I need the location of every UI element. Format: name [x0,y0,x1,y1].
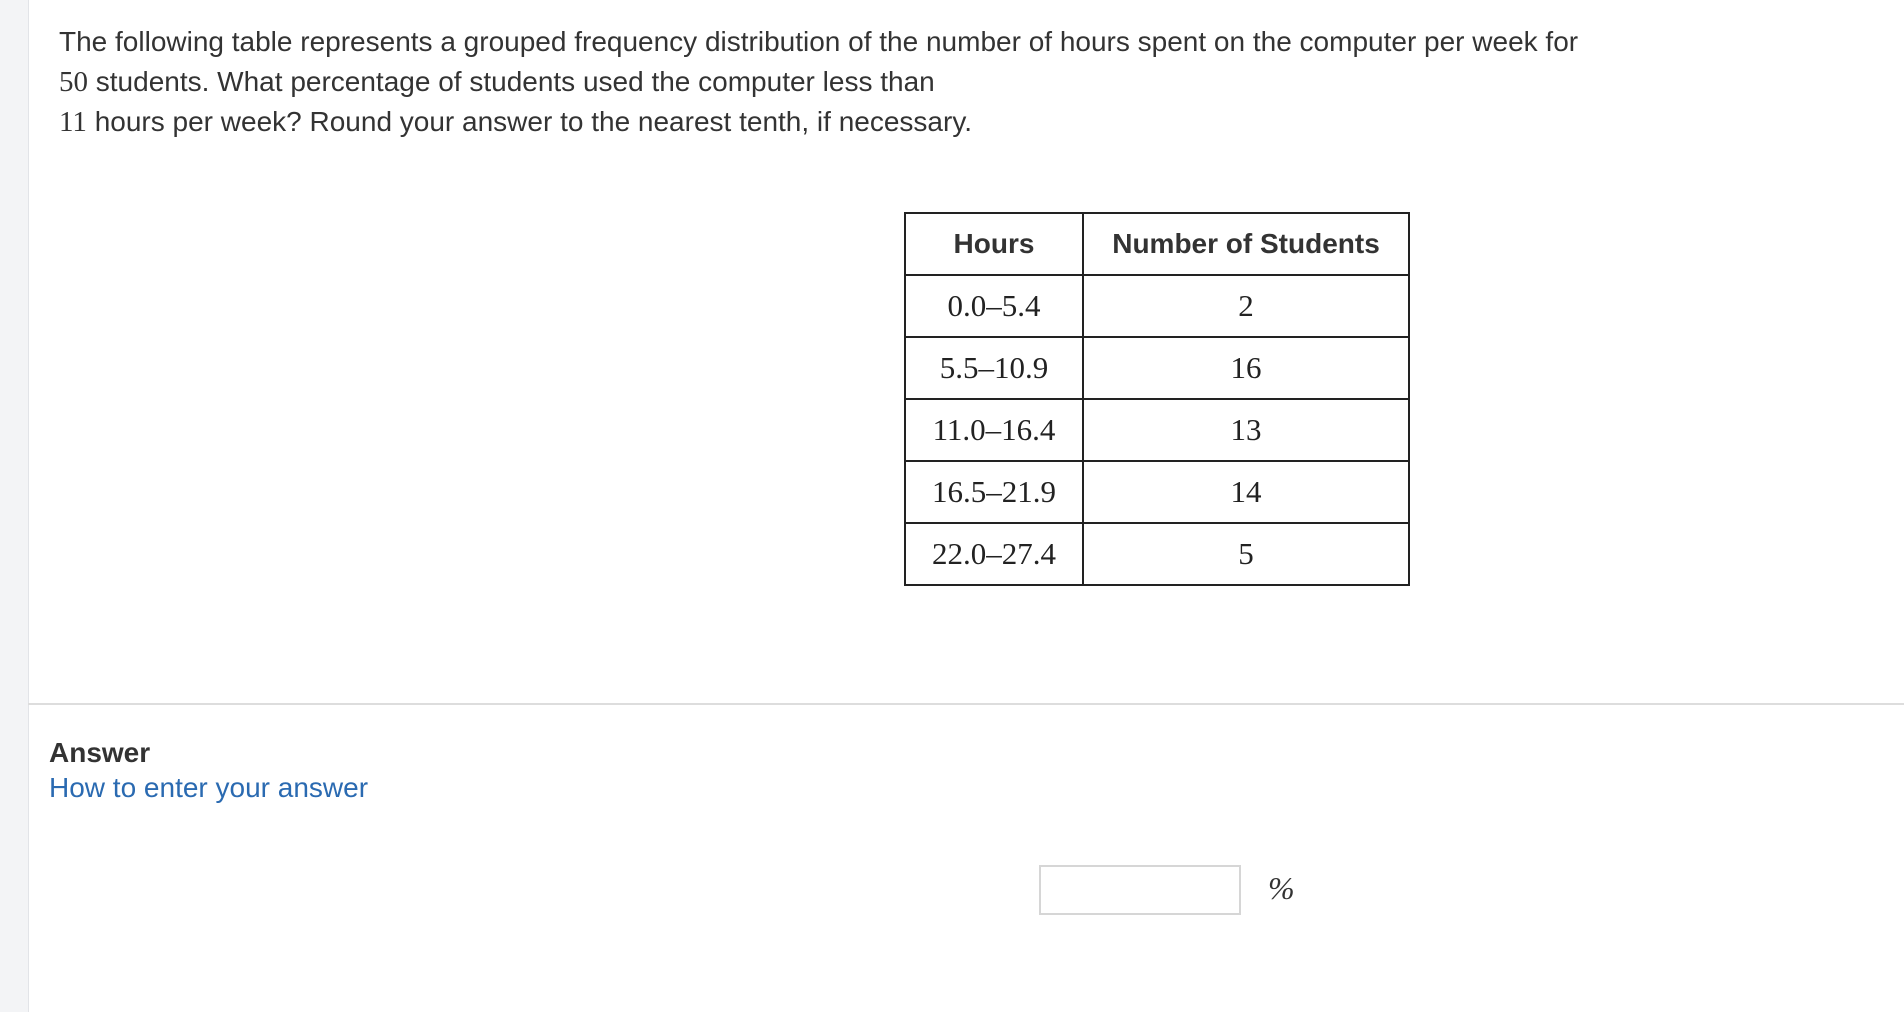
header-number-of-students: Number of Students [1083,213,1409,275]
left-rail [0,0,29,1012]
question-line-3 [59,102,1819,142]
answer-heading: Answer [49,737,151,768]
students-cell: 2 [1083,275,1409,337]
students-cell: 16 [1083,337,1409,399]
table-row [905,399,1409,461]
question-line-2 [59,62,1819,102]
header-hours: Hours [905,213,1083,275]
table-row [905,275,1409,337]
percent-unit: % [1268,870,1295,906]
question-line-3-text: hours per week? Round your answer to the nearest tenth, if necessary. [86,106,973,137]
table-header-row [905,213,1409,275]
table-row [905,523,1409,585]
question-line-2-text: students. What percentage of students used the computer less than [88,66,935,97]
section-divider [28,703,1904,705]
hours-threshold: 11 [59,106,87,138]
hours-cell: 11.0–16.4 [905,399,1083,461]
table-row [905,461,1409,523]
table-row [905,337,1409,399]
hours-cell: 0.0–5.4 [905,275,1083,337]
answer-input[interactable] [1039,865,1241,915]
frequency-table [904,212,1410,586]
students-cell: 5 [1083,523,1409,585]
hours-cell: 22.0–27.4 [905,523,1083,585]
students-cell: 14 [1083,461,1409,523]
hours-cell: 16.5–21.9 [905,461,1083,523]
how-to-enter-answer-link[interactable]: How to enter your answer [49,772,369,803]
hours-cell: 5.5–10.9 [905,337,1083,399]
student-count: 50 [59,66,88,98]
question-text [59,22,1819,142]
question-line-1: The following table represents a grouped frequency distribution of the number of hours spent on the computer per week for [59,26,1579,57]
students-cell: 13 [1083,399,1409,461]
